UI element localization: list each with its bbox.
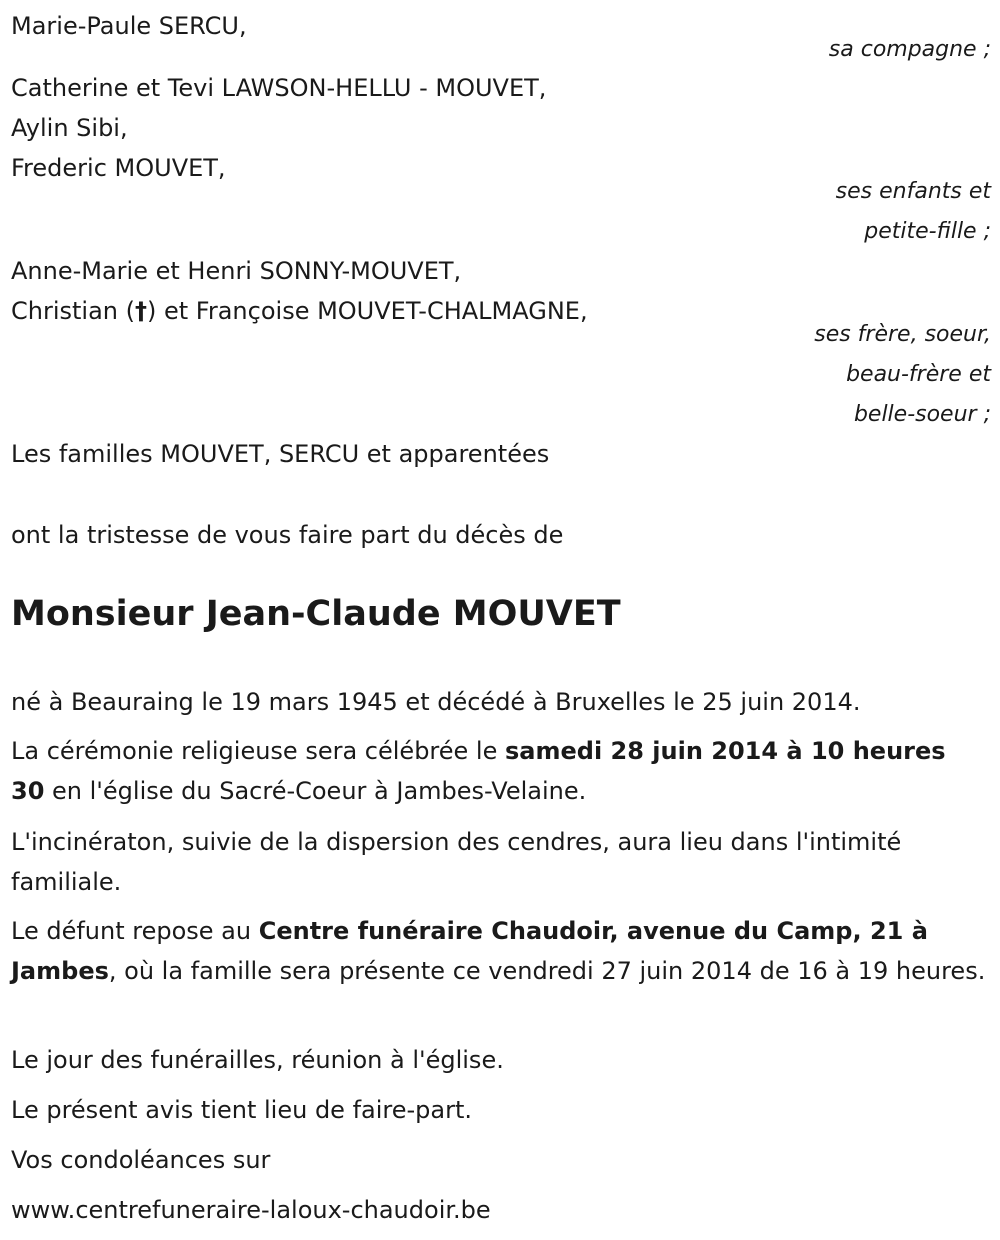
child-2: Aylin Sibi, <box>11 114 128 142</box>
siblings-relation-1: ses frère, soeur, <box>814 322 991 347</box>
sibling-2: Christian (†) et Françoise MOUVET-CHALMAGNE, <box>11 297 588 325</box>
siblings-relation-3: belle-soeur ; <box>853 402 991 427</box>
children-relation-2: petite-fille ; <box>864 219 991 244</box>
child-1: Catherine et Tevi LAWSON-HELLU - MOUVET, <box>11 74 547 102</box>
incineration-paragraph: L'incinératon, suivie de la dispersion des cendres, aura lieu dans l'intimité familiale. <box>11 828 902 896</box>
notice-line: Le présent avis tient lieu de faire-part. <box>11 1096 473 1124</box>
repose-paragraph: Le défunt repose au Centre funéraire Chaudoir, avenue du Camp, 21 à Jambes, où la famille sera présente ce vendredi 27 juin 2014 de 16 à 19 heures. <box>11 917 986 985</box>
funeral-day-line: Le jour des funérailles, réunion à l'église. <box>11 1046 504 1074</box>
cross-icon: † <box>135 297 147 325</box>
partner-name: Marie-Paule SERCU, <box>11 12 247 40</box>
sibling-1: Anne-Marie et Henri SONNY-MOUVET, <box>11 257 462 285</box>
ceremony-paragraph: La cérémonie religieuse sera célébrée le samedi 28 juin 2014 à 10 heures 30 en l'église du Sacré-Coeur à Jambes-Velaine. <box>11 737 946 805</box>
child-3: Frederic MOUVET, <box>11 154 226 182</box>
birth-death-line: né à Beauraing le 19 mars 1945 et décédé à Bruxelles le 25 juin 2014. <box>11 688 861 716</box>
deceased-name: Monsieur Jean-Claude MOUVET <box>11 594 621 634</box>
partner-relation: sa compagne ; <box>828 37 991 62</box>
website-link[interactable]: www.centrefuneraire-laloux-chaudoir.be <box>11 1196 491 1224</box>
families-line: Les familles MOUVET, SERCU et apparentées <box>11 440 550 468</box>
condolences-line: Vos condoléances sur <box>11 1146 271 1174</box>
siblings-relation-2: beau-frère et <box>846 362 991 387</box>
announcement: ont la tristesse de vous faire part du décès de <box>11 521 564 549</box>
children-relation-1: ses enfants et <box>835 179 991 204</box>
